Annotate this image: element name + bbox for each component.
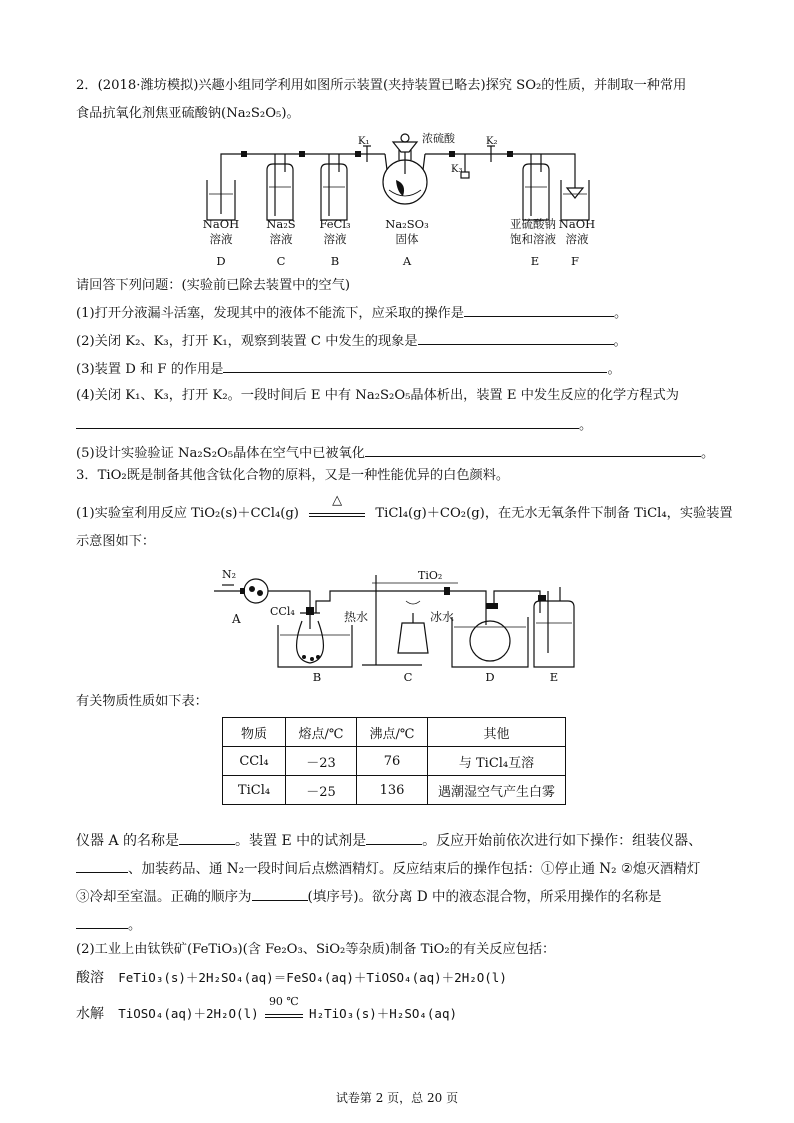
answer-blank[interactable] <box>76 914 128 929</box>
hot-water-label: 热水 <box>344 610 369 624</box>
properties-table <box>222 717 566 805</box>
label-f-l2: 溶液 <box>565 232 589 246</box>
reaction-arrow <box>265 995 303 1018</box>
para-text: 仪器 A 的名称是 <box>76 833 180 849</box>
k1-label: K₁ <box>358 136 370 147</box>
q3-part1-line2: 示意图如下： <box>76 534 156 549</box>
label-a-l2: 固体 <box>395 232 419 246</box>
label-e: E <box>549 670 559 684</box>
hydrolysis-products: H₂TiO₃(s)＋H₂SO₄(aq) <box>309 1006 458 1021</box>
label-f-id: F <box>571 254 579 268</box>
label-d: D <box>485 670 495 684</box>
label-c-id: C <box>276 254 286 268</box>
answer-blank[interactable] <box>76 414 579 429</box>
answer-blank[interactable] <box>223 358 607 373</box>
q3-para-line4 <box>76 914 141 936</box>
period: 。 <box>700 446 715 461</box>
label-b-l2: 溶液 <box>323 232 347 246</box>
label-a-id: A <box>402 254 412 268</box>
hydrolysis-label: 水解 <box>76 1006 104 1022</box>
acid-label: 浓硫酸 <box>422 132 455 145</box>
answer-blank[interactable] <box>464 302 614 317</box>
label-c: C <box>403 670 413 684</box>
label-d-l2: 溶液 <box>209 232 233 246</box>
answer-blank[interactable] <box>179 830 235 845</box>
table-row <box>223 776 566 805</box>
table-cell: 136 <box>357 776 428 805</box>
label-e-l1: 亚硫酸钠 <box>510 217 556 231</box>
label-b-l1: FeCl₃ <box>319 217 351 231</box>
ice-water-label: 冰水 <box>430 610 455 624</box>
tio2-label: TiO₂ <box>418 569 443 582</box>
q2-line2: 食品抗氧化剂焦亚硫酸钠(Na₂S₂O₅)。 <box>76 106 300 121</box>
table-cell: TiCl₄ <box>223 776 286 805</box>
label-c-l2: 溶液 <box>269 232 293 246</box>
page-footer: 试卷第 2 页，总 20 页 <box>335 1091 459 1105</box>
q2-sub5 <box>76 442 714 464</box>
label-d-l1: NaOH <box>202 217 240 231</box>
table-cell: 与 TiCl₄互溶 <box>428 747 566 776</box>
q3-part1-pre: (1)实验室利用反应 TiO₂(s)＋CCl₄(g) <box>76 506 299 521</box>
table-header: 熔点/℃ <box>286 718 357 747</box>
q3-para-line3 <box>76 886 661 907</box>
q2-sub1 <box>76 302 627 324</box>
answer-blank[interactable] <box>366 830 422 845</box>
q2-sub3-text: (3)装置 D 和 F 的作用是 <box>76 362 224 377</box>
answer-blank[interactable] <box>418 330 614 345</box>
label-d-id: D <box>216 254 226 268</box>
table-cell: －25 <box>286 776 357 805</box>
period: 。 <box>613 306 628 321</box>
table-header-row <box>223 718 566 747</box>
period: 。 <box>579 418 593 433</box>
para-text: 。 <box>128 918 142 933</box>
n2-label: N₂ <box>222 568 237 581</box>
para-text: 、加装药品、通 N₂一段时间后点燃酒精灯。反应结束后的操作包括：①停止通 N₂ ②熄灭酒精灯 <box>128 861 701 877</box>
q2-sub3 <box>76 358 621 380</box>
para-text: (填序号)。欲分离 D 中的液态混合物，所采用操作的名称是 <box>307 889 662 905</box>
period: 。 <box>613 334 627 349</box>
label-f-l1: NaOH <box>558 217 596 231</box>
temperature-condition: 90 ℃ <box>268 995 299 1008</box>
so2-apparatus-diagram <box>195 132 615 272</box>
table-header: 其他 <box>428 718 566 747</box>
label-e-id: E <box>530 254 540 268</box>
q3-part1-post: TiCl₄(g)＋CO₂(g)，在无水无氧条件下制备 TiCl₄，实验装置 <box>375 506 733 521</box>
q3-part1 <box>76 493 733 524</box>
label-e-l2: 饱和溶液 <box>510 232 556 246</box>
ticl4-apparatus-diagram <box>212 563 582 688</box>
hydrolysis-row <box>76 995 458 1025</box>
table-header: 物质 <box>223 718 286 747</box>
para-text: 。装置 E 中的试剂是 <box>235 833 367 849</box>
table-row <box>223 747 566 776</box>
k3-label: K₃ <box>451 164 463 175</box>
heat-symbol: △ <box>332 493 343 508</box>
table-cell: CCl₄ <box>223 747 286 776</box>
reaction-arrow <box>309 493 365 517</box>
k2-label: K₂ <box>486 136 498 147</box>
label-a-l1: Na₂SO₃ <box>385 217 429 231</box>
q2-sub4: (4)关闭 K₁、K₃，打开 K₂。一段时间后 E 中有 Na₂S₂O₅晶体析出，装置 E 中发生反应的化学方程式为 <box>76 388 679 403</box>
q3-line1: 3．TiO₂既是制备其他含钛化合物的原料，又是一种性能优异的白色颜料。 <box>76 468 510 483</box>
answer-blank[interactable] <box>365 442 701 457</box>
q2-line1: 2．(2018·潍坊模拟)兴趣小组同学利用如图所示装置(夹持装置已略去)探究 SO₂的性质，并制取一种常用 <box>76 78 687 93</box>
acid-label: 酸溶 <box>76 970 104 986</box>
q2-sub2-text: (2)关闭 K₂、K₃，打开 K₁，观察到装置 C 中发生的现象是 <box>76 334 418 349</box>
table-intro: 有关物质性质如下表： <box>76 694 208 709</box>
answer-blank[interactable] <box>252 886 308 901</box>
q3-para-line2 <box>76 858 700 879</box>
q2-sub4-answer <box>76 414 592 436</box>
table-cell: 76 <box>357 747 428 776</box>
para-text: ③冷却至室温。正确的顺序为 <box>76 889 252 905</box>
para-text: 。反应开始前依次进行如下操作：组装仪器、 <box>422 833 703 849</box>
label-b: B <box>312 670 322 684</box>
ccl4-label: CCl₄ <box>270 605 295 618</box>
answer-blank[interactable] <box>76 858 128 873</box>
acid-equation: FeTiO₃(s)＋2H₂SO₄(aq)＝FeSO₄(aq)＋TiOSO₄(aq)＋2H₂O(l) <box>118 970 507 985</box>
q3-part2: (2)工业上由钛铁矿(FeTiO₃)(含 Fe₂O₃、SiO₂等杂质)制备 TiO₂的有关反应包括： <box>76 942 556 957</box>
label-b-id: B <box>330 254 340 268</box>
hydrolysis-reactants: TiOSO₄(aq)＋2H₂O(l) <box>118 1006 259 1021</box>
q3-para-line1 <box>76 830 702 851</box>
label-c-l1: Na₂S <box>266 217 296 231</box>
table-cell: －23 <box>286 747 357 776</box>
q2-sub2 <box>76 330 627 352</box>
acid-dissolve-row <box>76 968 507 989</box>
table-header: 沸点/℃ <box>357 718 428 747</box>
q2-intro: 请回答下列问题：(实验前已除去装置中的空气) <box>76 278 351 293</box>
period: 。 <box>607 362 621 377</box>
table-cell: 遇潮湿空气产生白雾 <box>428 776 566 805</box>
q2-sub1-text: (1)打开分液漏斗活塞，发现其中的液体不能流下，应采取的操作是 <box>76 306 464 321</box>
label-a: A <box>232 612 241 626</box>
q2-sub5-text: (5)设计实验验证 Na₂S₂O₅晶体在空气中已被氧化 <box>76 446 365 461</box>
